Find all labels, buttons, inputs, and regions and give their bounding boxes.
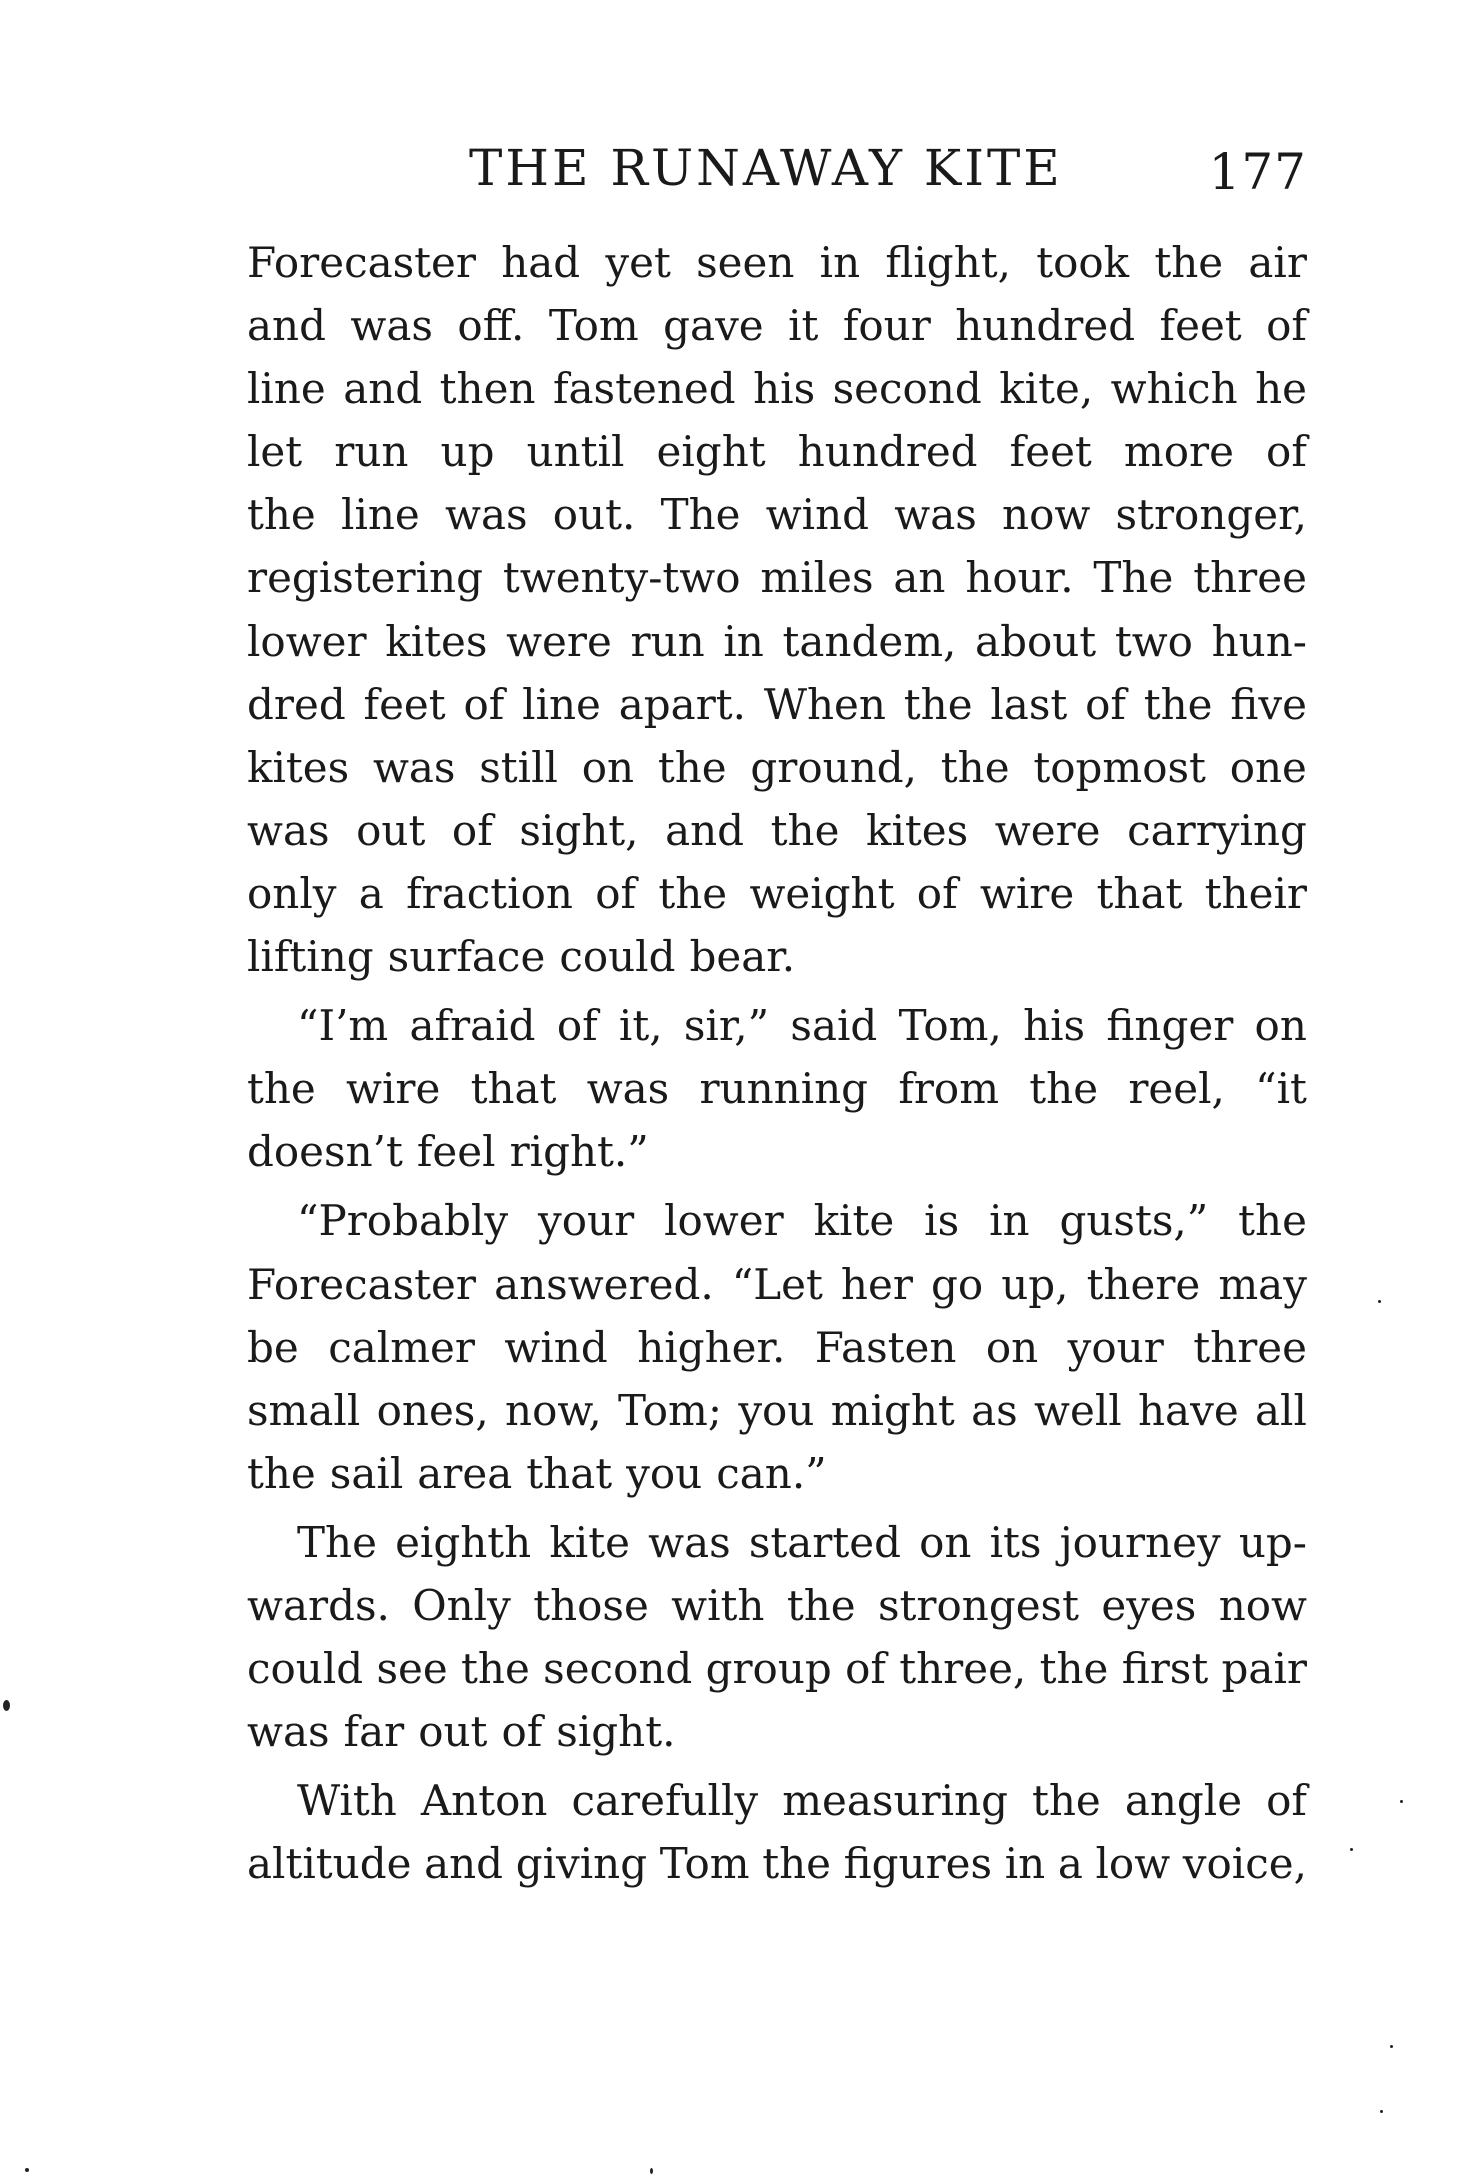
word: giving [515, 1839, 648, 1889]
text-line [247, 483, 1307, 546]
word: of [556, 1001, 598, 1051]
text-line [247, 1189, 1307, 1252]
word: was [445, 490, 528, 540]
text-line [247, 1120, 1307, 1183]
word: wards. [247, 1580, 390, 1630]
word: eight [656, 427, 766, 477]
word: one [1229, 742, 1307, 792]
word: it, [618, 1001, 663, 1051]
word: three [1193, 553, 1307, 603]
page-number: 177 [1208, 143, 1307, 201]
word: Tom [659, 1839, 750, 1889]
word: group [705, 1644, 832, 1694]
word: tandem, [782, 616, 957, 666]
text-line [247, 420, 1307, 483]
word: and [665, 805, 745, 855]
word: out. [552, 490, 636, 540]
word: lower [664, 1196, 784, 1246]
word: on [581, 742, 635, 792]
word: kite [549, 1517, 630, 1567]
word: can.” [716, 1448, 827, 1498]
word: may [1218, 1259, 1307, 1309]
word: journey [1059, 1517, 1221, 1567]
text-line [247, 862, 1307, 925]
word: air [1248, 238, 1307, 287]
word: could [559, 932, 676, 982]
word: Fasten [814, 1322, 957, 1372]
word: its [989, 1517, 1042, 1567]
word: the [770, 805, 840, 855]
word: until [526, 427, 625, 477]
word: the [762, 1839, 832, 1889]
text-line [247, 736, 1307, 799]
word: figures [843, 1839, 993, 1889]
word: area [417, 1448, 513, 1498]
word: Anton [420, 1776, 548, 1826]
word: calmer [328, 1322, 475, 1372]
word: run [630, 616, 705, 666]
word: weight [749, 868, 895, 918]
word: second [832, 364, 982, 414]
word: still [479, 742, 558, 792]
word: more [1123, 427, 1234, 477]
body-text [247, 231, 1307, 1895]
word: a [358, 868, 384, 918]
word: of [845, 1644, 886, 1694]
word: first [1121, 1644, 1209, 1694]
word: yet [605, 238, 671, 287]
word: miles [760, 553, 874, 603]
word: Tom [548, 301, 639, 351]
word: off. [457, 301, 525, 351]
text-line [247, 1379, 1307, 1442]
word: gave [663, 301, 764, 351]
word: afraid [409, 1001, 536, 1051]
word: dred [247, 679, 346, 729]
text-line [247, 357, 1307, 420]
word: five [1230, 679, 1307, 729]
word: seen [696, 238, 795, 287]
word: gusts,” [1059, 1196, 1209, 1246]
word: on [985, 1322, 1039, 1372]
word: strongest [877, 1580, 1079, 1630]
word: of [595, 868, 637, 918]
word: all [1255, 1385, 1307, 1435]
word: in [819, 238, 861, 287]
word: there [1086, 1259, 1201, 1309]
word: you [738, 1385, 815, 1435]
word: line [341, 490, 420, 540]
word: The [297, 1517, 377, 1567]
word: three, [899, 1644, 1027, 1694]
word: the [1154, 238, 1224, 287]
word: twenty-two [502, 553, 741, 603]
word: feet [363, 679, 446, 729]
word: hundred [955, 301, 1136, 351]
word: is [924, 1196, 960, 1246]
word: of [916, 868, 958, 918]
word: sail [329, 1448, 404, 1498]
word: kite [813, 1196, 895, 1246]
text-line [247, 610, 1307, 673]
word: and [343, 364, 423, 414]
word: was [586, 1064, 670, 1114]
word: second [543, 1644, 693, 1694]
word: started [748, 1517, 901, 1567]
scan-speck [1350, 1848, 1353, 1851]
word: then [439, 364, 536, 414]
word: up- [1238, 1517, 1307, 1567]
word: the [1029, 1064, 1099, 1114]
word: was [247, 1707, 330, 1757]
word: in [723, 616, 764, 666]
word: was [894, 490, 977, 540]
word: and [424, 1839, 504, 1889]
word: two [1114, 616, 1193, 666]
word: the [461, 1644, 530, 1694]
word: your [538, 1196, 635, 1246]
word: with [671, 1580, 765, 1630]
scan-speck [1380, 2110, 1383, 2113]
word: feel [416, 1127, 496, 1177]
word: an [893, 553, 946, 603]
word: of [451, 805, 493, 855]
scan-speck [1378, 1300, 1381, 1303]
word: altitude [247, 1839, 412, 1889]
word: were [506, 616, 612, 666]
word: said [790, 1001, 878, 1051]
text-line [247, 1832, 1307, 1895]
word: reel, [1128, 1064, 1225, 1114]
word: his [1023, 1001, 1086, 1051]
text-line [247, 231, 1307, 294]
word: run [334, 427, 409, 477]
word: and [247, 301, 326, 351]
text-line [247, 994, 1307, 1057]
word: running [699, 1064, 869, 1114]
word: on [1254, 1001, 1307, 1051]
word: carrying [1127, 805, 1307, 855]
word: Forecaster [247, 238, 476, 287]
word: your [1067, 1322, 1164, 1372]
word: line [247, 364, 326, 414]
text-line [247, 1253, 1307, 1316]
word: the [247, 1064, 316, 1114]
word: registering [247, 553, 483, 603]
word: With [297, 1776, 397, 1826]
word: angle [1124, 1776, 1243, 1826]
word: now, [505, 1385, 602, 1435]
word: were [994, 805, 1101, 855]
word: wire [979, 868, 1075, 918]
word: of [501, 1707, 543, 1757]
word: from [898, 1064, 1000, 1114]
word: wind [765, 490, 870, 540]
word: on [919, 1517, 972, 1567]
word: kite, [999, 364, 1094, 414]
word: up, [1001, 1259, 1069, 1309]
text-line [247, 546, 1307, 609]
word: only [247, 868, 337, 918]
word: the [658, 868, 728, 918]
text-line [247, 1442, 1307, 1505]
word: was [350, 301, 433, 351]
text-line [247, 1057, 1307, 1120]
word: stronger, [1115, 490, 1307, 540]
word: When [763, 679, 886, 729]
word: higher. [637, 1322, 786, 1372]
word: kites [866, 805, 969, 855]
word: doesn’t [247, 1127, 403, 1177]
word: see [376, 1644, 448, 1694]
text-line [247, 1769, 1307, 1832]
word: the [1039, 1644, 1109, 1694]
word: was [648, 1517, 731, 1567]
word: feet [1159, 301, 1242, 351]
word: sight, [519, 805, 639, 855]
word: The [660, 490, 741, 540]
word: kites [247, 742, 350, 792]
word: surface [387, 932, 546, 982]
word: his [753, 364, 816, 414]
word: go [930, 1259, 984, 1309]
word: the [1032, 1776, 1101, 1826]
word: of [1266, 1776, 1307, 1826]
word: as [971, 1385, 1018, 1435]
word: well [1034, 1385, 1122, 1435]
word: feet [1009, 427, 1092, 477]
word: of [1266, 427, 1307, 477]
word: he [1255, 364, 1307, 414]
word: that [526, 1448, 613, 1498]
word: four [842, 301, 931, 351]
word: “it [1255, 1064, 1307, 1114]
text-line [247, 1316, 1307, 1379]
word: her [840, 1259, 913, 1309]
word: “Let [731, 1259, 823, 1309]
word: topmost [1033, 742, 1206, 792]
word: small [247, 1385, 361, 1435]
text-line [247, 1574, 1307, 1637]
word: right.” [509, 1127, 649, 1177]
word: The [1093, 553, 1174, 603]
word: the [1143, 679, 1213, 729]
word: wire [346, 1064, 441, 1114]
word: line [522, 679, 601, 729]
word: in [1004, 1839, 1046, 1889]
word: the [1238, 1196, 1307, 1246]
running-head-title: THE RUNAWAY KITE [469, 139, 1063, 197]
word: of [463, 679, 505, 729]
word: measuring [782, 1776, 1008, 1826]
word: the [247, 1448, 316, 1498]
word: you [626, 1448, 703, 1498]
word: of [1266, 301, 1307, 351]
text-line [247, 673, 1307, 736]
word: “I’m [297, 1001, 389, 1051]
word: the [247, 490, 316, 540]
scan-speck [1390, 2045, 1393, 2048]
word: Tom, [898, 1001, 1002, 1051]
running-head [247, 138, 1307, 208]
word: was [247, 805, 330, 855]
text-line [247, 1511, 1307, 1574]
word: it [788, 301, 819, 351]
word: hour. [965, 553, 1074, 603]
scan-speck [650, 2168, 653, 2174]
word: Only [412, 1580, 511, 1630]
word: eighth [395, 1517, 532, 1567]
word: which [1110, 364, 1238, 414]
text-line [247, 1637, 1307, 1700]
word: in [989, 1196, 1030, 1246]
text-line [247, 925, 1307, 988]
word: those [533, 1580, 649, 1630]
word: that [470, 1064, 557, 1114]
word: hun- [1211, 616, 1307, 666]
word: far [343, 1707, 405, 1757]
word: up [440, 427, 495, 477]
word: could [247, 1644, 364, 1694]
word: the [903, 679, 973, 729]
word: ones, [376, 1385, 489, 1435]
word: the [657, 742, 727, 792]
text-line [247, 799, 1307, 862]
scan-speck [1400, 1800, 1403, 1803]
word: now [1218, 1580, 1307, 1630]
word: have [1138, 1385, 1239, 1435]
scan-speck [3, 1700, 10, 1711]
word: that [1096, 868, 1183, 918]
word: Tom; [618, 1385, 723, 1435]
word: about [975, 616, 1097, 666]
word: pair [1221, 1644, 1307, 1694]
word: bear. [689, 932, 796, 982]
word: lower [247, 616, 367, 666]
word: last [990, 679, 1068, 729]
word: had [501, 238, 581, 287]
word: sight. [556, 1707, 676, 1757]
word: might [830, 1385, 955, 1435]
word: now [1002, 490, 1091, 540]
word: fastened [552, 364, 736, 414]
word: of [1085, 679, 1126, 729]
word: low [1095, 1839, 1171, 1889]
word: the [786, 1580, 856, 1630]
word: ground, [750, 742, 918, 792]
word: out [418, 1707, 488, 1757]
word: lifting [247, 932, 374, 982]
word: a [1057, 1839, 1083, 1889]
word: three [1193, 1322, 1307, 1372]
word: fraction [406, 868, 573, 918]
word: their [1204, 868, 1307, 918]
text-line [247, 1700, 1307, 1763]
word: sir,” [683, 1001, 770, 1051]
word: took [1036, 238, 1130, 287]
word: answered. [494, 1259, 714, 1309]
word: wind [504, 1322, 608, 1372]
word: eyes [1101, 1580, 1197, 1630]
scan-speck [25, 2168, 29, 2172]
word: out [356, 805, 426, 855]
word: carefully [571, 1776, 759, 1826]
word: was [372, 742, 456, 792]
word: the [940, 742, 1010, 792]
word: let [247, 427, 303, 477]
word: hundred [797, 427, 978, 477]
word: flight, [885, 238, 1011, 287]
word: Forecaster [247, 1259, 476, 1309]
word: be [247, 1322, 299, 1372]
word: “Probably [297, 1196, 509, 1246]
text-line [247, 294, 1307, 357]
word: voice, [1182, 1839, 1307, 1889]
word: apart. [618, 679, 747, 729]
word: finger [1106, 1001, 1234, 1051]
word: kites [385, 616, 488, 666]
